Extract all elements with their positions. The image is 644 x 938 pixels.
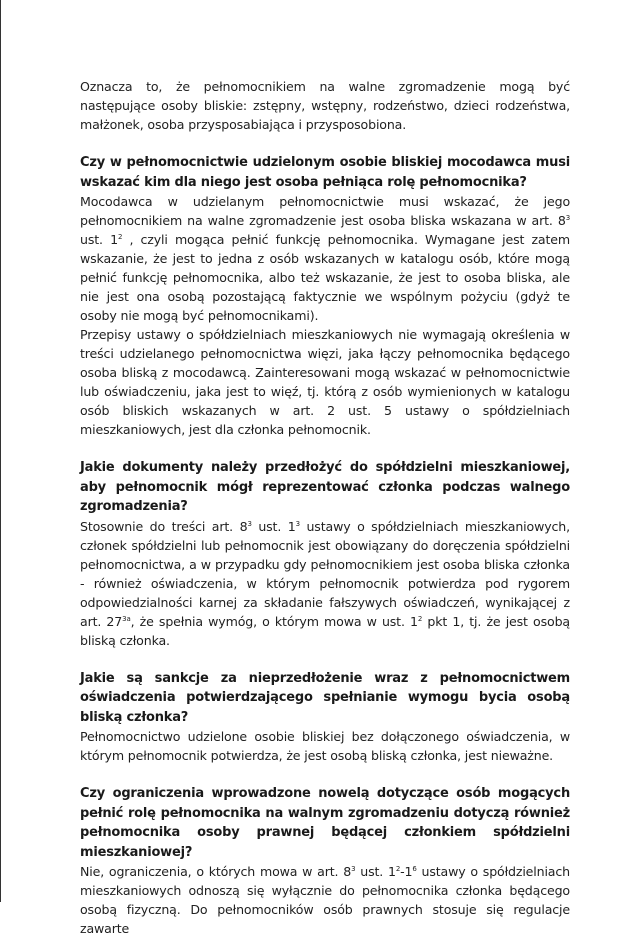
document-body (80, 77, 570, 938)
intro-paragraph: Oznacza to, że pełnomocnikiem na walne zgromadzenie mogą być następujące osoby bliskie: zstępny, wstępny, rodzeństwo, dzieci rodzeństwa, małżonek, osoba przysposabiająca i przysposobiona. (80, 79, 570, 132)
answer-paragraph: Przepisy ustawy o spółdzielniach mieszkaniowych nie wymagają określenia w treści udzielanego pełnomocnictwa więzi, jaka łączy pełnomocnika będącego osoba bliską z mocodawcą. Zainteresowani mogą wskazać w pełnomocnictwie lub oświadczeniu, jaka jest to więź, tj. którą z osób wymienionych w katalogu osób bliskich wskazanych w art. 2 ust. 5 ustawy o spółdzielniach mieszkaniowych, jest dla członka pełnomocnik. (80, 327, 570, 437)
question-heading: Czy w pełnomocnictwie udzielonym osobie bliskiej mocodawca musi wskazać kim dla niego jest osoba pełniąca rolę pełnomocnika? (80, 155, 570, 190)
answer-paragraph: Stosownie do treści art. $8^3$ ust. $1^3$ ustawy o spółdzielniach mieszkaniowych, członek spółdzielni lub pełnomocnik jest obowiązany do doręczenia spółdzielni pełnomocnictwa, a w przypadku gdy pełnomocnikiem jest osoba bliska członka - również oświadczenia, w którym pełnomocnik potwierdza pod rygorem odpowiedzialności karnej za składanie fałszywych oświadczeń, wynikającej z art. $27^{3a}$, że spełnia wymóg, o którym mowa w ust. $1^2$ pkt 1, tj. że jest osobą bliską członka. (80, 518, 570, 648)
answer-paragraph: Mocodawca w udzielanym pełnomocnictwie musi wskazać, że jego pełnomocnikiem na walne zgromadzenie jest osoba bliska wskazana w art. $8^3$ ust. $1^2$ , czyli mogąca pełnić funkcję pełnomocnika. Wymagane jest zatem wskazanie, że jest to jedna z osób wskazanych w katalogu osób, które mogą pełnić funkcję pełnomocnika, albo też wskazanie, że jest to osoba bliska, ale nie jest ona osobą pozostającą faktycznie we wspólnym pożyciu (gdyż te osoby nie mogą być pełnomocnikami). (80, 194, 570, 323)
question-heading: Jakie są sankcje za nieprzedłożenie wraz z pełnomocnictwem oświadczenia potwierdzającego spełnianie wymogu bycia osobą bliską członka? (80, 670, 570, 725)
question-heading: Jakie dokumenty należy przedłożyć do spółdzielni mieszkaniowej, aby pełnomocnik mógł reprezentować członka podczas walnego zgromadzenia? (80, 460, 570, 514)
answer-paragraph: Nie, ograniczenia, o których mowa w art. $8^3$ ust. $1^2-1^6$ ustawy o spółdzielniach mieszkaniowych odnoszą się wyłącznie do pełnomocnika członka będącego osobą fizyczną. Do pełnomocników osób prawnych stosuje się regulacje zawarte (80, 864, 570, 936)
question-heading: Czy ograniczenia wprowadzone nowelą dotyczące osób mogących pełnić rolę pełnomocnika na walnym zgromadzeniu dotyczą również pełnomocnika osoby prawnej będącej członkiem spółdzielni mieszkaniowej? (80, 786, 570, 860)
answer-paragraph: Pełnomocnictwo udzielone osobie bliskiej bez dołączonego oświadczenia, w którym pełnomocnik potwierdza, że jest osobą bliską członka, jest nieważne. (80, 729, 570, 763)
